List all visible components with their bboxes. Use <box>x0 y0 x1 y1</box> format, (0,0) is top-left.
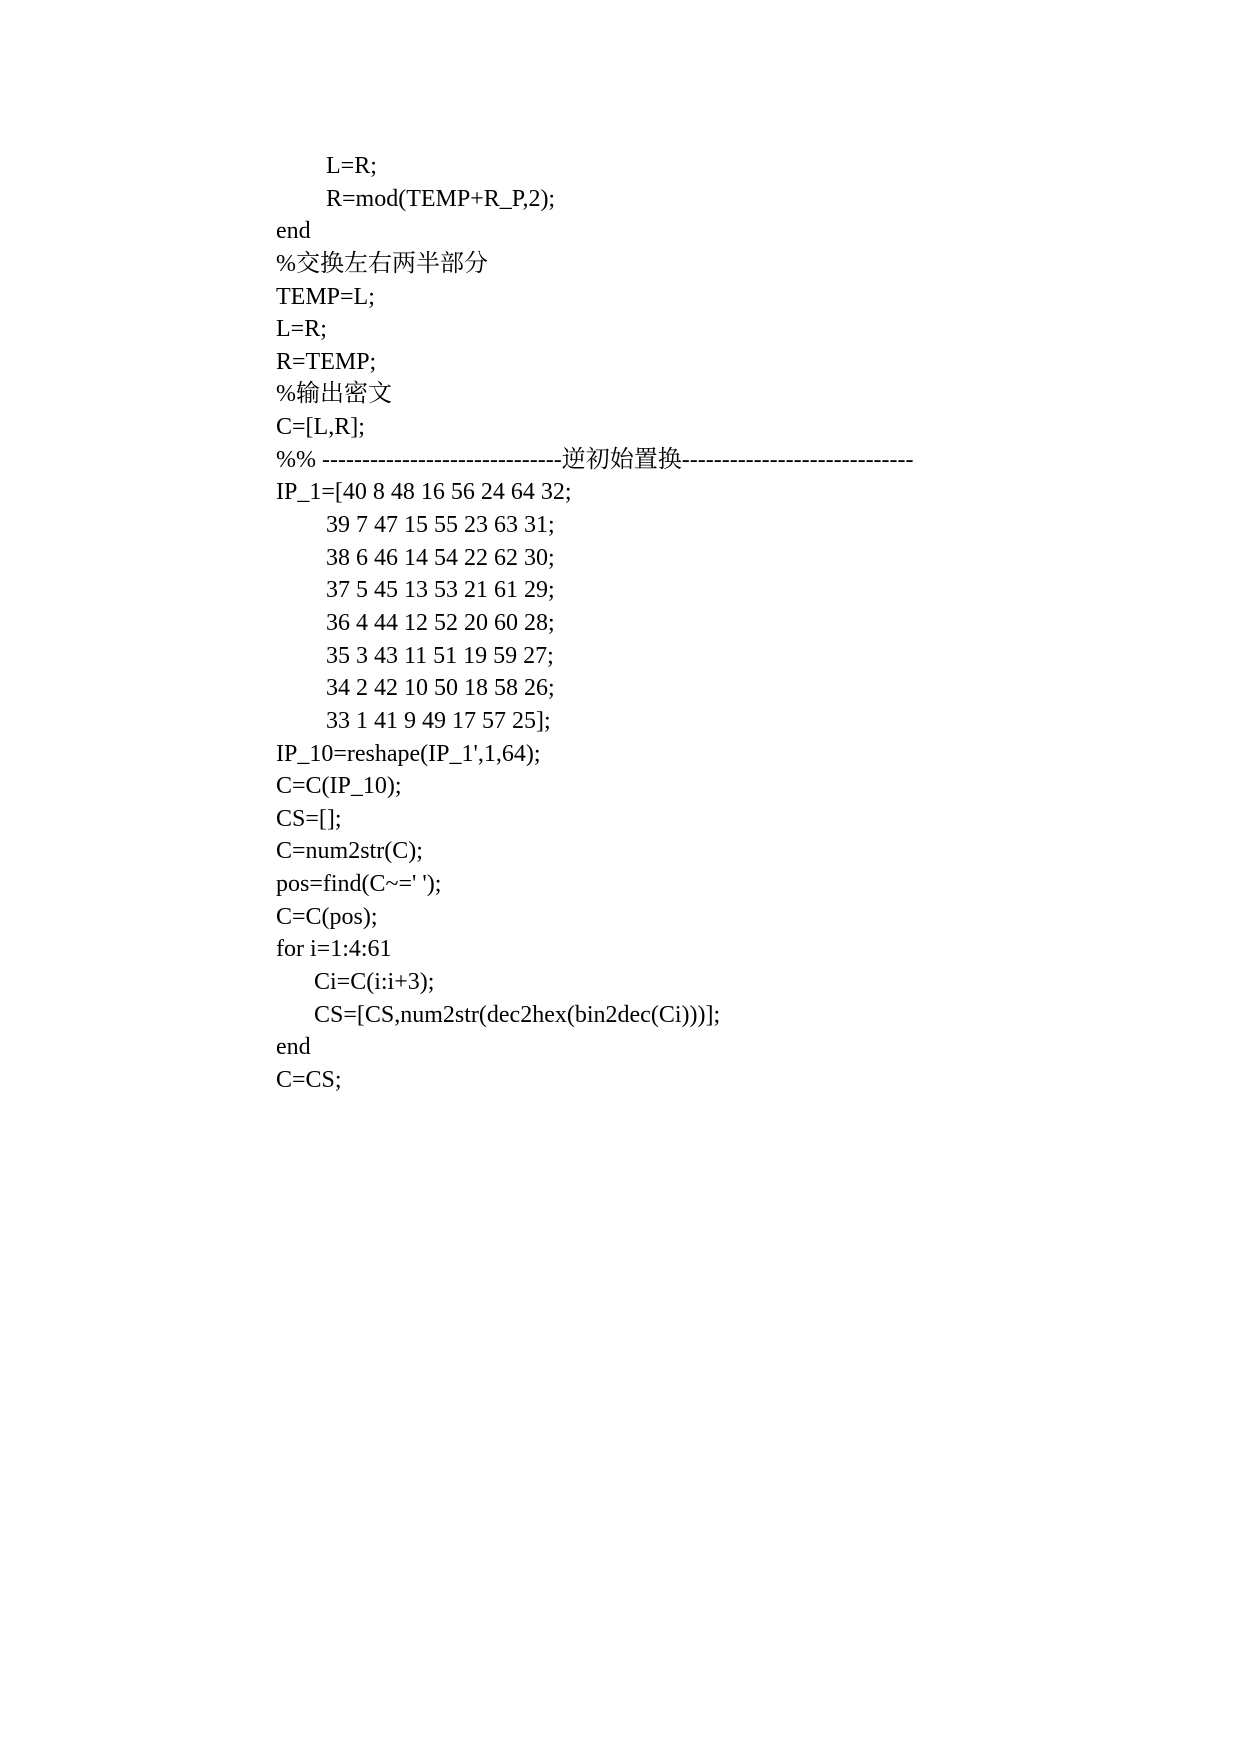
code-line: C=C(IP_10); <box>276 773 402 800</box>
code-line: L=R; <box>276 316 327 343</box>
code-line: IP_1=[40 8 48 16 56 24 64 32; <box>276 479 572 506</box>
code-line: end <box>276 1034 311 1061</box>
code-line: 37 5 45 13 53 21 61 29; <box>326 577 555 604</box>
code-line: TEMP=L; <box>276 283 375 310</box>
code-line: L=R; <box>326 153 377 179</box>
code-line: end <box>276 218 311 245</box>
code-line: C=C(pos); <box>276 903 378 930</box>
code-line: %% ------------------------------逆初始置换----------------------------- <box>276 446 914 473</box>
code-line: Ci=C(i:i+3); <box>314 969 435 996</box>
code-line: %输出密文 <box>276 381 392 408</box>
code-line: 38 6 46 14 54 22 62 30; <box>326 544 555 571</box>
code-line: CS=[CS,num2str(dec2hex(bin2dec(Ci)))]; <box>314 1001 721 1028</box>
code-line: C=CS; <box>276 1066 342 1093</box>
code-line: 34 2 42 10 50 18 58 26; <box>326 675 555 702</box>
code-line: R=mod(TEMP+R_P,2); <box>326 185 556 212</box>
code-line: CS=[]; <box>276 805 342 832</box>
code-line: C=num2str(C); <box>276 838 423 865</box>
code-line: for i=1:4:61 <box>276 936 392 963</box>
code-line: 35 3 43 11 51 19 59 27; <box>326 642 554 669</box>
code-line: IP_10=reshape(IP_1',1,64); <box>276 740 541 767</box>
code-line: 33 1 41 9 49 17 57 25]; <box>326 707 551 734</box>
code-line: 39 7 47 15 55 23 63 31; <box>326 512 555 539</box>
code-line: pos=find(C~=' '); <box>276 871 442 898</box>
code-listing <box>276 150 1176 1097</box>
code-line: 36 4 44 12 52 20 60 28; <box>326 609 555 636</box>
code-line: %交换左右两半部分 <box>276 250 488 277</box>
code-line: R=TEMP; <box>276 348 377 375</box>
code-line: C=[L,R]; <box>276 414 365 441</box>
